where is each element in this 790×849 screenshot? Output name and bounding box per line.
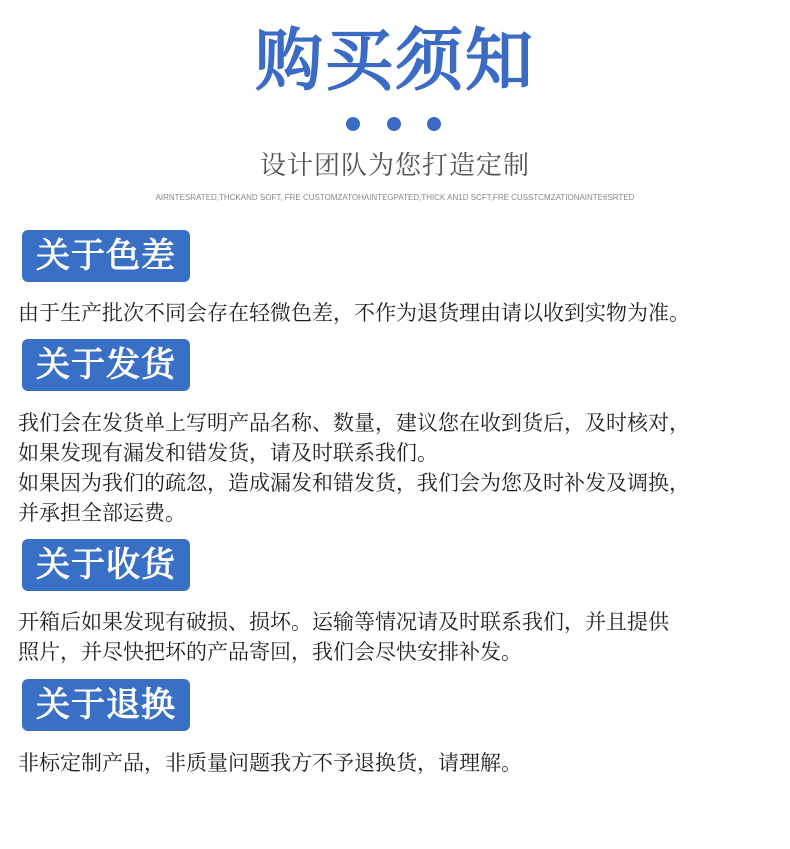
text-line: 并承担全部运费。 [18, 501, 186, 525]
dot-icon [427, 117, 441, 131]
text-line: 开箱后如果发现有破损、损坏。运输等情况请及时联系我们，并且提供 [18, 610, 669, 634]
text-line: 非标定制产品，非质量问题我方不予退换货，请理解。 [18, 751, 522, 775]
page-title: 购买须知 [254, 22, 535, 101]
text-line: 如果因为我们的疏忽，造成漏发和错发货，我们会为您及时补发及调换， [18, 471, 690, 495]
page-subtitle: 设计团队为您打造定制 [259, 151, 530, 181]
dot-icon [346, 117, 360, 131]
dot-icon [387, 117, 401, 131]
section-heading-returns: 关于退换 [22, 679, 190, 731]
text-line: 如果发现有漏发和错发货，请及时联系我们。 [18, 441, 438, 465]
section-heading-shipping: 关于发货 [22, 339, 190, 391]
section-text-returns [18, 748, 788, 778]
section-heading-receiving: 关于收货 [22, 539, 190, 591]
page-tagline: AIRNTESRATED,THCKAND SOFT, FRE CUSTOMZATOHAINTEGPATED,THICK AN1D SCFT,FRE CUSSTCMZATIONAINTE6SRTED [155, 193, 635, 202]
text-line: 我们会在发货单上写明产品名称、数量，建议您在收到货后，及时核对， [18, 411, 690, 435]
decorative-dots [0, 117, 790, 131]
section-text-color-difference [18, 298, 788, 328]
section-heading-color-difference: 关于色差 [22, 230, 190, 282]
text-line: 照片，并尽快把坏的产品寄回，我们会尽快安排补发。 [18, 640, 522, 664]
section-text-shipping [18, 408, 788, 528]
text-line: 由于生产批次不同会存在轻微色差，不作为退货理由请以收到实物为准。 [18, 301, 690, 325]
section-text-receiving [18, 607, 788, 667]
